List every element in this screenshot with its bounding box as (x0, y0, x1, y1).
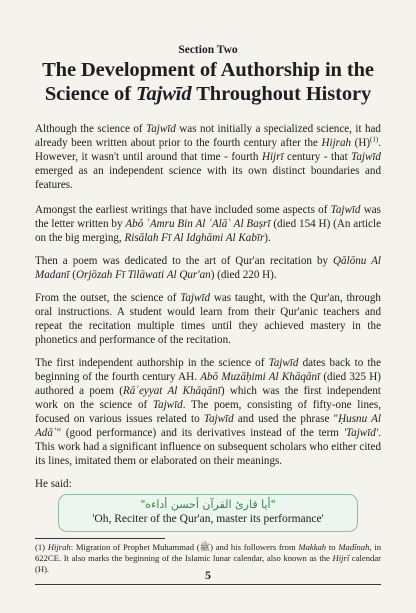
text: ( (69, 269, 76, 281)
paragraph-4 (35, 291, 381, 347)
text: Although the science of (35, 123, 147, 135)
term: Abō Muzāḥimi Al Khāqānī (200, 371, 321, 383)
section-label: Section Two (178, 44, 238, 56)
term: Tajwīd (268, 357, 299, 369)
text: (died 325 H) authored a poem ( (35, 371, 381, 397)
text: was the letter written by (35, 204, 381, 230)
term: Orjōzah Fī Tilāwati Al Qur'an (75, 269, 211, 281)
term: Hijrah (321, 137, 352, 149)
bottom-rule (35, 584, 381, 585)
text: dates back to the beginning of the fourth century AH. (35, 357, 381, 383)
term: Tajwīd (146, 123, 176, 135)
page-content (35, 44, 381, 540)
text: calendar (H). (35, 553, 382, 574)
term: Tajwīd (203, 413, 234, 425)
footnote-ref[interactable]: (1) (370, 135, 379, 144)
text: ). (264, 232, 271, 244)
term: Abō ʿAmru Bin Al ʿAlāʾ Al Baṣrī (125, 218, 271, 230)
paragraph-3 (35, 254, 381, 282)
footnote-number: (1) (35, 542, 48, 552)
term: 'Tajwīd' (343, 427, 379, 439)
page-number: 5 (205, 568, 211, 582)
title-line-1: The Development of Authorship in the (42, 59, 374, 81)
term: Hijrah (47, 542, 71, 552)
term: Risālah Fī Al Idghāmi Al Kabīr (124, 232, 265, 244)
text: ) (died 220 H). (210, 269, 277, 281)
text: The first independent authorship in the science of (35, 357, 269, 369)
paragraph-1 (35, 122, 381, 192)
text: " (good performance) and its derivatives instead of the term (56, 427, 344, 439)
term: Hijrī (332, 553, 350, 563)
quote-box (58, 494, 358, 532)
title-line-2a: Science of (44, 83, 136, 105)
term: Tajwīd (152, 399, 183, 411)
text: From the outset, the science of (35, 292, 181, 304)
term: Tajwīd (330, 204, 361, 216)
text: was taught, with the Qur'an, through oral instructions. A student would learn from their Qur'anic teachers and repeat the recitation multiple times until they achieved mastery in the phonetics and performance of the recitation. (35, 292, 381, 346)
footnote-divider (35, 538, 165, 539)
text: ) which was the first independent work on the science of (35, 385, 381, 411)
term: Tajwīd (351, 151, 381, 163)
he-said-label: He said: (35, 478, 72, 490)
term: Makkah (298, 542, 327, 552)
quote-english: 'Oh, Reciter of the Qur'an, master its performance' (92, 513, 324, 525)
text: , in 622CE. It also marks the beginning of the Islamic lunar calendar, also known as the (35, 542, 382, 563)
text: Amongst the earliest writings that have included some aspects of (35, 204, 331, 216)
title-line-2b: Tajwīd (135, 83, 192, 105)
page-title (35, 58, 381, 106)
text: . However, it wasn't until around that time - fourth (35, 137, 381, 163)
title-line-2c: Throughout History (191, 83, 372, 105)
paragraph-5 (35, 356, 381, 468)
term: Hijrī (261, 151, 284, 163)
text: . The poem, consisting of fifty-one lines, focused on various issues related to (35, 399, 382, 425)
quote-arabic: "أيا قارئ القرآن أحسن أداءه" (140, 498, 276, 511)
paragraph-2 (35, 203, 381, 245)
text: . This work had a significant influence on subsequent scholars who either cited its lines, imitated them or elaborated on their meanings. (35, 427, 381, 467)
text: emerged as an independent science with its own distinct boundaries and features. (35, 165, 381, 191)
term: Tajwīd (180, 292, 211, 304)
text: century - that (283, 151, 352, 163)
term: Rāʾeyyat Al Khāqānī (122, 385, 221, 397)
term: Ḥusnu Al Adāʾ (35, 413, 381, 439)
text: (H) (351, 137, 371, 149)
text: : Migration of Prophet Muhammad (ﷺ) and his followers from (70, 542, 299, 552)
term: Madīnah (338, 542, 370, 552)
term: Qālōnu Al Madanī (35, 255, 381, 281)
text: to (326, 542, 339, 552)
text: Then a poem was dedicated to the art of Qur'an recitation by (35, 255, 334, 267)
text: was not initially a specialized science, it had already been written about prior to the fourth century after the (35, 123, 381, 149)
text: and used the phrase " (233, 413, 339, 425)
text: (died 154 H) (An article on the big merging, (35, 218, 381, 244)
